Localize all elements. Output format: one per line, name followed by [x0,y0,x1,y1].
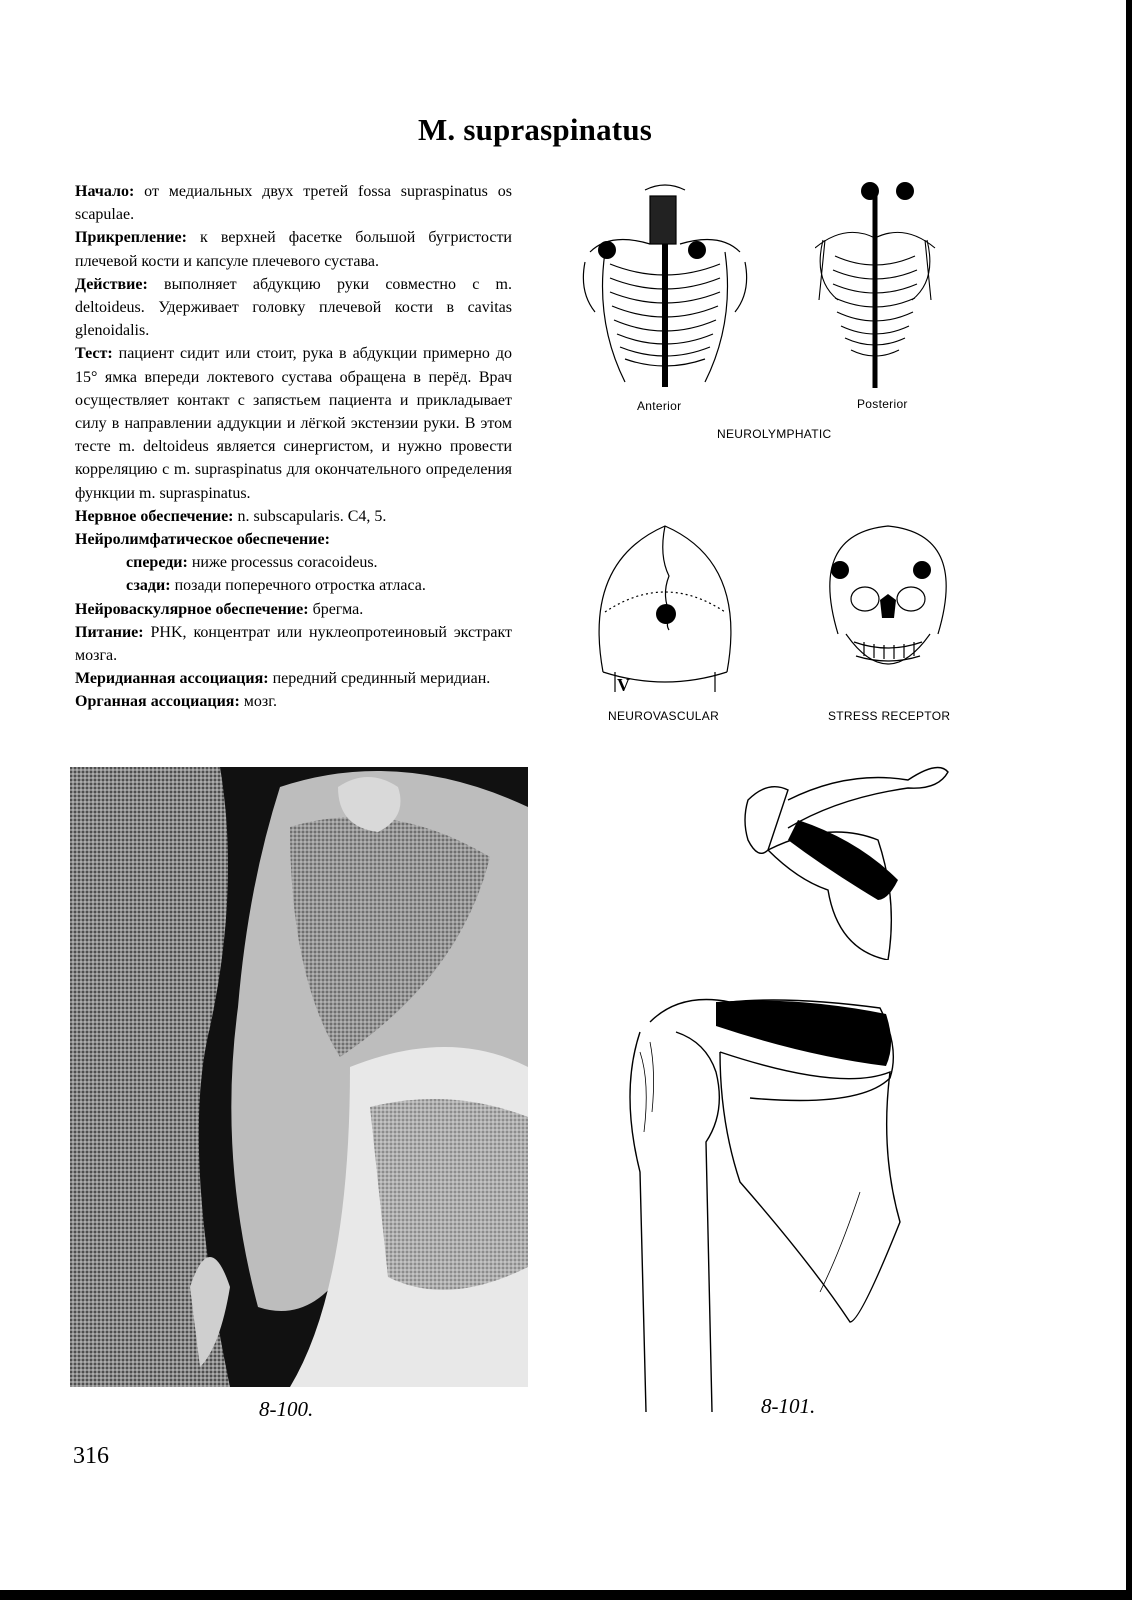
posterior-left-point [861,182,879,200]
scapula-shoulder-illustration [620,992,910,1414]
page-title: M. supraspinatus [417,112,653,147]
anterior-skeleton-illustration [580,182,750,392]
nutrition-paragraph [75,621,512,667]
nerve-text: n. subscapularis. C4, 5. [233,507,387,525]
stress-receptor-label: STRESS RECEPTOR [828,709,951,723]
scan-edge-bottom [0,1590,1132,1600]
action-text: выполняет абдукцию руки совместно с m. deltoideus. Удерживает головку плечевой кости в cavitas glenoidalis. [75,275,512,340]
nutrition-label: Питание: [75,623,144,641]
neurolymphatic-label: NEUROLYMPHATIC [717,427,832,441]
skull-front-illustration [818,524,958,696]
page-number: 316 [73,1443,109,1469]
insertion-label: Прикрепление: [75,229,187,247]
origin-paragraph [75,180,512,226]
test-photograph [70,767,528,1387]
posterior-skeleton-illustration [815,178,965,390]
skull-posterior-illustration [595,522,735,700]
nerve-paragraph [75,505,512,528]
neurovascular-label: Нейроваскулярное обеспечение: [75,600,309,618]
neurolymphatic-front-label: спереди: [126,554,188,572]
meridian-paragraph [75,667,512,690]
neurolymphatic-front-text: ниже processus coracoideus. [187,554,378,572]
meridian-text: передний срединный меридиан. [268,670,491,688]
anterior-right-point [688,241,706,259]
scan-edge-right [1126,0,1132,1600]
bregma-point [656,604,676,624]
action-paragraph [75,273,512,343]
nutrition-text: PHK, концентрат или нуклеопротеиновый экстракт мозга. [75,623,512,665]
caption-figure-8-100: 8-100. [259,1397,314,1421]
neurolymphatic-label: Нейролимфатическое обеспечение: [75,531,330,549]
test-paragraph [75,342,512,504]
neurovascular-paragraph [75,598,512,621]
stress-receptor-right-point [913,561,931,579]
test-label: Тест: [75,345,113,363]
organ-label: Органная ассоциация: [75,693,240,711]
insertion-text: к верхней фасетке большой бугристости плечевой кости и капсуле плечевого сустава. [75,229,512,270]
neurolymphatic-back-label: сзади: [126,577,171,595]
origin-text: от медиальных двух третей fossa supraspinatus os scapulae. [75,183,512,224]
neurolymphatic-back [75,574,512,597]
neurovascular-text: брегма. [308,600,364,618]
muscle-description [75,180,512,714]
action-label: Действие: [75,275,148,293]
neurovascular-marker: V [617,675,630,695]
caption-figure-8-101: 8-101. [761,1394,816,1418]
test-text: пациент сидит или стоит, рука в абдукции примерно до 15° ямка впереди локтевого сустава обращена в перёд. Врач осуществляет контакт с запястьем пациента и прикладывает силу в направлении аддукции и лёгкой экстензии руки. В этом тесте m. deltoideus является синергистом, и нужно провести корреляцию с m. supraspinatus для окончательного определения функции m. supraspinatus. [75,345,512,502]
insertion-paragraph [75,226,512,272]
neurolymphatic-front [75,551,512,574]
organ-paragraph [75,690,512,713]
meridian-label: Меридианная ассоциация: [75,670,269,688]
anterior-label: Anterior [637,399,682,413]
posterior-right-point [896,182,914,200]
nerve-label: Нервное обеспечение: [75,507,234,525]
neurolymphatic-back-text: позади поперечного отростка атласа. [170,577,426,595]
origin-label: Начало: [75,183,135,200]
anterior-left-point [598,241,616,259]
organ-text: мозг. [239,693,277,711]
stress-receptor-left-point [831,561,849,579]
neurolymphatic-paragraph [75,528,512,551]
scapula-muscle-small-illustration [738,760,956,960]
neurovascular-label: NEUROVASCULAR [608,709,720,723]
posterior-label: Posterior [857,397,908,411]
